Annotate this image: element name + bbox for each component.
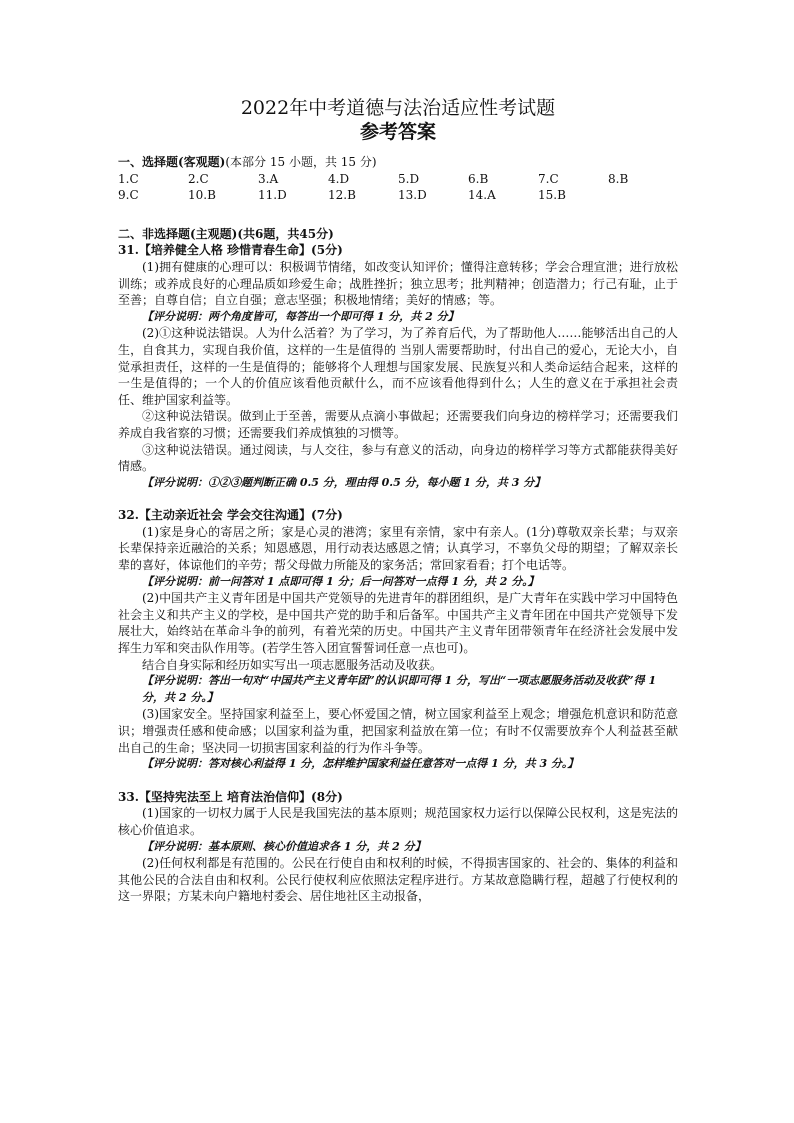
- answer-item: 2.C: [188, 171, 209, 186]
- q33-answer-2: (2)任何权利都是有范围的。公民在行使自由和权利的时候，不得损害国家的、社会的、集体的利益和其他公民的合法自由和权利。公民行使权利应依照法定程序进行。方某故意隐瞒行程，超越了行使权利的这一界限；方某未向户籍地村委会、居住地社区主动报备，: [118, 856, 678, 904]
- q33-answer-1: (1)国家的一切权力属于人民是我国宪法的基本原则；规范国家权力运行以保障公民权利，这是宪法的核心价值追求。: [118, 806, 678, 837]
- q31-answer-3: ②这种说法错误。做到止于至善，需要从点滴小事做起；还需要我们向身边的榜样学习；还需要我们养成自我省察的习惯；还需要我们养成慎独的习惯等。: [118, 409, 678, 440]
- q32-scoring-note-2: 【评分说明：答出一句对“中国共产主义青年团”的认识即可得 1 分，写出“一项志愿服务活动及收获”得 1 分，共 2 分。】: [142, 674, 657, 704]
- answer-item: 3.A: [258, 171, 279, 186]
- q31-scoring-note-2: 【评分说明：①②③题判断正确 0.5 分，理由得 0.5 分，每小题 1 分，共 3 分】: [142, 475, 546, 489]
- q31-scoring-note-1: 【评分说明：两个角度皆可，每答出一个即可得 1 分，共 2 分】: [142, 309, 459, 323]
- q33-heading: 33.【坚持宪法至上 培育法治信仰】(8分): [118, 789, 343, 804]
- q31-answer-4: ③这种说法错误。通过阅读，与人交往，参与有意义的活动，向身边的榜样学习等方式都能获得美好情感。: [118, 442, 678, 474]
- answer-item: 13.D: [398, 188, 427, 203]
- q31-answer-2: (2)①这种说法错误。人为什么活着？为了学习，为了养育后代，为了帮助他人……能够活出自己的人生，自食其力，实现自我价值，这样的一生是值得的 当别人需要帮助时，付出自己的爱心，无论大小，自觉承担责任，这样的一生是值得的；能够将个人理想与国家发展、民族复兴和人类命运结合起来，这样的一生是值得的；一个人的价值应该看他贡献什么，而不应该看他得到什么；人生的意义在于承担社会责任、维护国家利益等。: [118, 326, 678, 407]
- q33-scoring-note-1: 【评分说明：基本原则、核心价值追求各 1 分，共 2 分】: [142, 839, 426, 853]
- page-title: 2022年中考道德与法治适应性考试题: [240, 97, 556, 119]
- q31-heading: 31.【培养健全人格 珍惜青春生命】(5分): [118, 243, 343, 258]
- answer-sheet: [118, 96, 678, 905]
- answer-item: 7.C: [538, 171, 559, 186]
- page-subtitle: 参考答案: [359, 121, 436, 143]
- answer-item: 14.A: [468, 188, 496, 203]
- q32-scoring-note-3: 【评分说明：答对核心利益得 1 分，怎样维护国家利益任意答对一点得 1 分，共 3 分。】: [142, 757, 579, 771]
- answer-item: 6.B: [468, 171, 489, 186]
- answer-item: 1.C: [118, 171, 139, 186]
- q32-answer-2: (2)中国共产主义青年团是中国共产党领导的先进青年的群团组织，是广大青年在实践中学习中国特色社会主义和共产主义的学校，是中国共产党的助手和后备军。中国共产主义青年团在中国共产党领导下发展壮大，始终站在革命斗争的前列，有着光荣的历史。中国共产主义青年团带领青年在经济社会发展中发挥生力军和突击队作用等。(若学生答入团宣誓誓词任意一点也可)。: [118, 591, 678, 656]
- q32-scoring-note-1: 【评分说明：前一问答对 1 点即可得 1 分；后一问答对一点得 1 分，共 2 分。】: [142, 574, 539, 588]
- part1-heading: 一、选择题(客观题)(本部分 15 小题，共 15 分): [118, 155, 377, 169]
- q32-answer-1: (1)家是身心的寄居之所；家是心灵的港湾；家里有亲情，家中有亲人。(1分)尊敬双亲长辈；与双亲长辈保持亲近融洽的关系；知恩感恩，用行动表达感恩之情；认真学习，不辜负父母的期望；了解双亲长辈的喜好，体谅他们的辛劳；帮父母做力所能及的家务活；常回家看看；打个电话等。: [118, 524, 678, 573]
- answer-item: 8.B: [608, 171, 629, 186]
- answer-item: 10.B: [188, 188, 216, 203]
- answer-item: 4.D: [328, 171, 350, 186]
- answer-item: 15.B: [538, 188, 566, 203]
- answer-item: 9.C: [118, 188, 139, 203]
- q32-answer-3: 结合自身实际和经历如实写出一项志愿服务活动及收获。: [142, 657, 443, 672]
- q31-answer-1: (1)拥有健康的心理可以：积极调节情绪，如改变认知评价；懂得注意转移；学会合理宣泄；进行放松训练；或养成良好的心理品质如珍爱生命；战胜挫折；独立思考；批判精神；创造潜力；行己有耻，止于至善；自尊自信；自立自强；意志坚强；积极地情绪；美好的情感；等。: [118, 259, 678, 308]
- q32-heading: 32.【主动亲近社会 学会交往沟通】(7分): [118, 508, 343, 523]
- answer-item: 5.D: [398, 171, 420, 186]
- answer-item: 11.D: [258, 188, 287, 203]
- answer-item: 12.B: [328, 188, 356, 203]
- answer-grid: [118, 171, 678, 204]
- part2-heading: 二、非选择题(主观题)(共6题，共45分): [118, 226, 334, 241]
- q32-answer-4: (3)国家安全。坚持国家利益至上，要心怀爱国之情，树立国家利益至上观念；增强危机意识和防范意识；增强责任感和使命感；以国家利益为重，把国家利益放在第一位；有时不仅需要放弃个人利益甚至献出自己的生命；坚决同一切损害国家利益的行为作斗争等。: [118, 707, 678, 755]
